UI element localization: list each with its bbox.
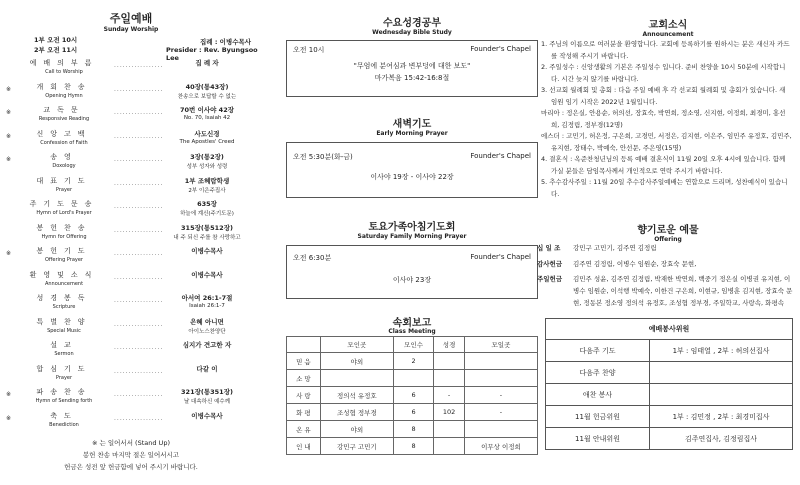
order-item-en: Hymn of Lord's Prayer <box>36 210 92 216</box>
announcement-item: 4. 결혼식 : 옥준찬청년님의 등록 예배 결혼식이 11월 20일 오후 4시에 있습니다. 함께 가실 분들은 담임목사께서 개인적으로 연락 주시기 바랍니다. <box>541 155 786 175</box>
offering-note: 봉헌 찬송 마지막 절은 일어서시고 <box>82 451 180 459</box>
order-item-value: 아서여 26:1-7절 <box>181 294 233 302</box>
dawn-box <box>286 142 538 198</box>
announcement-item: 2. 주일성수 : 신앙생활의 기본은 주일성수 입니다. 준비 찬양을 10시 50분에 시작합니다. 시간 늦지 않기를 바랍니다. <box>541 63 786 83</box>
wednesday-subtitle: Wednesday Bible Study <box>372 29 452 36</box>
table-cell: 이무상 이정희 <box>464 438 537 455</box>
stand-mark: ※ <box>6 109 12 116</box>
announcement-item: 에스더 : 고민기, 허은정, 구은희, 고경민, 서정은, 김지현, 이은주, 임민주 유정호, 김민주, 유지현, 장태수, 박예숙, 안선문, 주은영(15명) <box>541 132 792 152</box>
servers-body <box>546 340 793 450</box>
order-row <box>4 58 260 84</box>
order-row <box>4 340 260 366</box>
worship-subtitle: Sunday Worship <box>103 26 159 33</box>
table-cell <box>434 421 465 438</box>
order-item-en: Responsive Reading <box>38 116 90 122</box>
offering-names: 김주연 김정림, 이병수 임원순, 장효숙 문현, <box>573 260 697 268</box>
leader-dots: ................. <box>114 132 164 140</box>
order-row <box>4 223 260 249</box>
stand-note: ※ 는 일어서서 (Stand Up) <box>92 439 170 447</box>
table-header-cell: 모일곳 <box>464 337 537 353</box>
order-item-value: 3장(통2장) <box>190 153 224 161</box>
order-item-value: 심지가 견고한 자 <box>182 341 232 349</box>
wednesday-place: Founder's Chapel <box>470 45 531 53</box>
order-item-en: Opening Hymn <box>45 92 83 99</box>
saturday-subtitle: Saturday Family Morning Prayer <box>357 233 467 240</box>
order-item-value: 40장(통43장) <box>185 82 229 91</box>
saturday-box <box>286 245 538 299</box>
service-time-2: 2부 오전 11시 <box>34 46 78 54</box>
order-item-ko: 파송찬송 <box>36 388 92 396</box>
server-role: 다음주 기도 <box>546 340 650 362</box>
order-item-value: 집 례 자 <box>195 59 219 67</box>
table-cell <box>393 370 433 387</box>
server-names: 1부 : 김민정 , 2부 : 최경미집사 <box>650 406 793 428</box>
wednesday-passage: 마가복음 15:42-16:8절 <box>374 74 450 82</box>
order-item-ko: 합심기도 <box>36 364 92 373</box>
order-item-en: Special Music <box>47 327 81 334</box>
table-cell: 8 <box>393 438 433 455</box>
host-name: 집례 : 이병수목사 <box>200 38 252 46</box>
order-item-ko: 대표기도 <box>36 176 92 185</box>
table-cell: 102 <box>434 404 465 421</box>
table-cell <box>434 438 465 455</box>
order-item-ko: 설교 <box>50 341 78 349</box>
leader-dots: ................. <box>114 62 164 69</box>
table-header-row <box>546 319 793 340</box>
order-item-value: 은혜 아니면 <box>190 317 224 326</box>
order-item-detail: The Apostles' Creed <box>179 138 235 145</box>
table-cell: - <box>434 387 465 404</box>
offering-names: 김민주 성윤, 김주연 김정림, 박재한 박연희, 백중기 정은실 이병권 유지현, 이병수 임원순, 이석행 박예숙, 이한건 구은희, 이현규, 임병훈 김지현, 장효숙 문현, 정동본 정소영 정의석 유정호, 조성협 정부경, 주일학교, 사랑속, 화평속 <box>573 275 793 307</box>
dawn-place: Founder's Chapel <box>470 152 531 160</box>
order-item-en: Scripture <box>52 304 76 310</box>
offering-category: 십 일 조 <box>537 244 561 252</box>
table-header-cell: 모인곳 <box>320 337 393 353</box>
offering-box-note: 헌금은 성전 앞 헌금함에 넣어 주시기 바랍니다. <box>64 463 198 471</box>
announcement-item: 마리아 : 정은실, 안용순, 허의선, 장효숙, 박연희, 정소영, 신지현, 이정희, 최경미, 홍선희, 김정림, 정부경(12명) <box>541 109 786 129</box>
order-item-detail: 2부 이은주집사 <box>188 187 226 194</box>
order-item-ko: 신앙고백 <box>36 129 92 138</box>
announcement-subtitle: Announcement <box>642 31 694 38</box>
order-item-en: Prayer <box>55 374 73 381</box>
saturday-time: 오전 6:30분 <box>293 254 332 262</box>
order-row <box>4 82 260 108</box>
order-item-detail: 아이노스찬양단 <box>188 328 226 335</box>
order-item-ko: 교독문 <box>43 106 85 114</box>
wednesday-box <box>286 40 538 97</box>
order-row <box>4 199 260 225</box>
stand-mark: ※ <box>6 391 12 398</box>
announcement-item: 5. 추수감사주일 : 11월 20일 추수감사주일예배는 연합으로 드리며, 성찬예식이 있습니다. <box>541 178 788 198</box>
order-item-detail: 하늘에 계신(주기도문) <box>180 211 234 217</box>
order-item-value: 635장 <box>197 200 217 208</box>
stand-mark: ※ <box>6 156 12 163</box>
leader-dots: ................. <box>114 109 164 116</box>
order-item-en: Sermon <box>54 351 74 357</box>
servers-table <box>545 318 793 450</box>
leader-dots: ................. <box>114 85 164 93</box>
order-item-ko: 봉헌기도 <box>36 247 92 255</box>
offering-category: 주일헌금 <box>537 275 563 283</box>
order-row <box>4 387 260 413</box>
announcement-title: 교회소식 <box>648 20 688 31</box>
leader-dots: ................. <box>114 320 164 328</box>
order-item-value: 다같 이 <box>196 364 218 373</box>
order-item-ko: 주기도문송 <box>29 200 99 208</box>
table-cell: - <box>464 404 537 421</box>
order-item-ko: 환영및소식 <box>29 270 99 279</box>
stand-mark: ※ <box>6 85 12 93</box>
table-header-row <box>287 337 538 353</box>
dawn-time: 오전 5:30분(화-금) <box>293 153 353 161</box>
table-cell: 조성협 정부경 <box>320 404 393 421</box>
leader-dots: ................. <box>114 367 164 375</box>
table-cell: 정의석 유정호 <box>320 387 393 404</box>
server-role: 11월 헌금위원 <box>546 406 650 428</box>
order-item-en: Hymn for Offering <box>41 233 87 240</box>
order-row <box>4 317 260 343</box>
order-item-ko: 축도 <box>50 411 78 420</box>
order-item-en: Prayer <box>55 186 73 193</box>
table-row <box>287 387 538 404</box>
table-cell: 야외 <box>320 353 393 370</box>
order-item-en: Benediction <box>49 421 79 428</box>
table-row <box>287 438 538 455</box>
worship-title: 주일예배 <box>109 12 153 25</box>
leader-dots: ................. <box>114 344 164 351</box>
order-row <box>4 293 260 319</box>
order-item-value: 1부 조혜람학생 <box>184 176 230 185</box>
table-cell: 야외 <box>320 421 393 438</box>
leader-dots: ................. <box>114 391 164 398</box>
order-item-ko: 예배의부름 <box>29 59 99 67</box>
order-row <box>4 152 260 178</box>
order-item-ko: 개회찬송 <box>36 82 92 91</box>
dawn-title: 새벽기도 <box>392 119 432 130</box>
table-cell: 강민구 고민기 <box>320 438 393 455</box>
server-role: 11월 안내위원 <box>546 428 650 450</box>
order-item-detail: 성부 성자와 성령 <box>186 164 228 170</box>
announcement-list <box>541 39 793 200</box>
server-role: 다음주 찬양 <box>546 362 650 384</box>
leader-dots: ................. <box>114 203 164 210</box>
table-cell: 8 <box>393 421 433 438</box>
order-item-value: 이병수목사 <box>191 247 223 255</box>
class-meeting-body <box>287 353 538 455</box>
stand-mark: ※ <box>6 132 12 140</box>
offering-category: 감사헌금 <box>537 260 563 268</box>
saturday-passage: 이사야 23장 <box>392 276 432 284</box>
table-row <box>287 370 538 387</box>
servers-title: 예배봉사위원 <box>546 319 793 340</box>
table-cell <box>434 353 465 370</box>
table-row <box>287 353 538 370</box>
order-item-detail: 날 대속하신 예수께 <box>183 399 230 405</box>
announcement-item: 1. 주님의 이름으로 여러분을 환영합니다. 교회에 등록하기를 원하시는 분은 새신자 카드를 작성해 주시기 바랍니다. <box>541 40 790 60</box>
table-cell: - <box>464 387 537 404</box>
table-row <box>546 340 793 362</box>
order-item-ko: 송영 <box>50 153 78 161</box>
meeting-subtitle: Class Meeting <box>388 328 436 335</box>
table-cell: 6 <box>393 404 433 421</box>
order-row <box>4 411 260 437</box>
leader-dots: ................. <box>114 297 164 304</box>
table-row <box>546 362 793 384</box>
order-item-en: Confession of Faith <box>40 139 88 146</box>
table-cell: 소 망 <box>287 370 321 387</box>
order-item-en: Doxology <box>52 163 76 169</box>
worship-column <box>0 0 262 485</box>
prayer-column <box>272 0 534 485</box>
offering-title: 향기로운 예물 <box>637 225 699 236</box>
wednesday-time: 오전 10시 <box>293 46 325 54</box>
table-header-cell <box>287 337 321 353</box>
dawn-subtitle: Early Morning Prayer <box>376 130 448 137</box>
order-item-detail: No. 70, Isaiah 42 <box>183 115 231 121</box>
order-item-value: 70번 이사야 42장 <box>179 106 234 114</box>
table-cell <box>464 370 537 387</box>
news-column <box>537 0 800 485</box>
order-item-value: 이병수목사 <box>191 411 223 420</box>
order-item-value: 315장(통512장) <box>181 223 233 232</box>
meeting-title: 속회보고 <box>392 318 432 329</box>
leader-dots: ................. <box>114 179 164 187</box>
table-row <box>546 406 793 428</box>
order-item-en: Announcement <box>44 280 84 287</box>
table-cell <box>464 353 537 370</box>
table-cell: 인 내 <box>287 438 321 455</box>
table-cell <box>434 370 465 387</box>
order-row <box>4 129 260 155</box>
table-cell <box>320 370 393 387</box>
order-item-en: Call to Worship <box>45 69 83 75</box>
order-item-value: 사도신경 <box>194 129 220 138</box>
table-cell: 믿 음 <box>287 353 321 370</box>
table-row <box>546 384 793 406</box>
server-names: 김주연집사, 김정림집사 <box>650 428 793 450</box>
order-row <box>4 270 260 296</box>
order-row <box>4 105 260 131</box>
table-row <box>546 428 793 450</box>
wednesday-topic: "무엄에 분여심과 변부덩에 대한 보도" <box>353 62 471 70</box>
order-row <box>4 176 260 202</box>
saturday-title: 토요가족아침기도회 <box>368 222 456 233</box>
server-names <box>650 362 793 384</box>
server-role: 애찬 봉사 <box>546 384 650 406</box>
order-row <box>4 246 260 272</box>
order-item-ko: 봉헌찬송 <box>36 223 92 232</box>
offering-names: 강민구 고민기, 김주연 김정림 <box>573 244 657 252</box>
saturday-place: Founder's Chapel <box>470 253 531 261</box>
server-names: 1부 : 임태열 , 2부 : 허의선집사 <box>650 340 793 362</box>
table-row <box>287 404 538 421</box>
dawn-passage: 이사야 19장 - 이사야 22장 <box>370 173 454 181</box>
announcement-item: 3. 선교회 월례회 및 총회 : 다음 주일 예배 후 각 선교회 월례회 및 총회가 있습니다. 새 임원 임기 시작은 2022년 1월입니다. <box>541 86 786 106</box>
leader-dots: ................. <box>114 273 164 281</box>
order-item-ko: 특별찬양 <box>36 317 92 326</box>
class-meeting-table <box>286 336 538 455</box>
service-time-1: 1부 오전 10시 <box>34 36 78 44</box>
table-cell: 2 <box>393 353 433 370</box>
leader-dots: ................. <box>114 226 164 234</box>
table-row <box>287 421 538 438</box>
leader-dots: ................. <box>114 250 164 257</box>
order-item-detail: 내 주 되신 주를 참 사랑하고 <box>173 234 241 241</box>
wednesday-title: 수요성경공부 <box>383 18 441 29</box>
table-cell: 온 유 <box>287 421 321 438</box>
table-cell: 6 <box>393 387 433 404</box>
order-item-value: 321장(통351장) <box>181 388 233 396</box>
order-item-value: 이병수목사 <box>191 270 223 279</box>
order-item-detail: 찬송으로 보답할 수 없는 <box>177 93 237 100</box>
presider-name: Presider : Rev. Byungsoo Lee <box>166 46 258 62</box>
table-header-cell: 성경 <box>434 337 465 353</box>
table-cell: 화 평 <box>287 404 321 421</box>
order-item-en: Hymn of Sending forth <box>35 398 93 404</box>
table-header-cell: 모인수 <box>393 337 433 353</box>
server-names <box>650 384 793 406</box>
offering-subtitle: Offering <box>654 236 682 243</box>
table-cell: 사 랑 <box>287 387 321 404</box>
stand-mark: ※ <box>6 414 12 422</box>
stand-mark: ※ <box>6 250 12 257</box>
table-cell <box>464 421 537 438</box>
order-item-ko: 성경봉독 <box>36 294 92 302</box>
leader-dots: ................. <box>114 156 164 163</box>
order-item-detail: Isaiah 26:1-7 <box>189 303 225 309</box>
order-item-en: Offering Prayer <box>45 257 83 263</box>
order-row <box>4 364 260 390</box>
leader-dots: ................. <box>114 414 164 422</box>
